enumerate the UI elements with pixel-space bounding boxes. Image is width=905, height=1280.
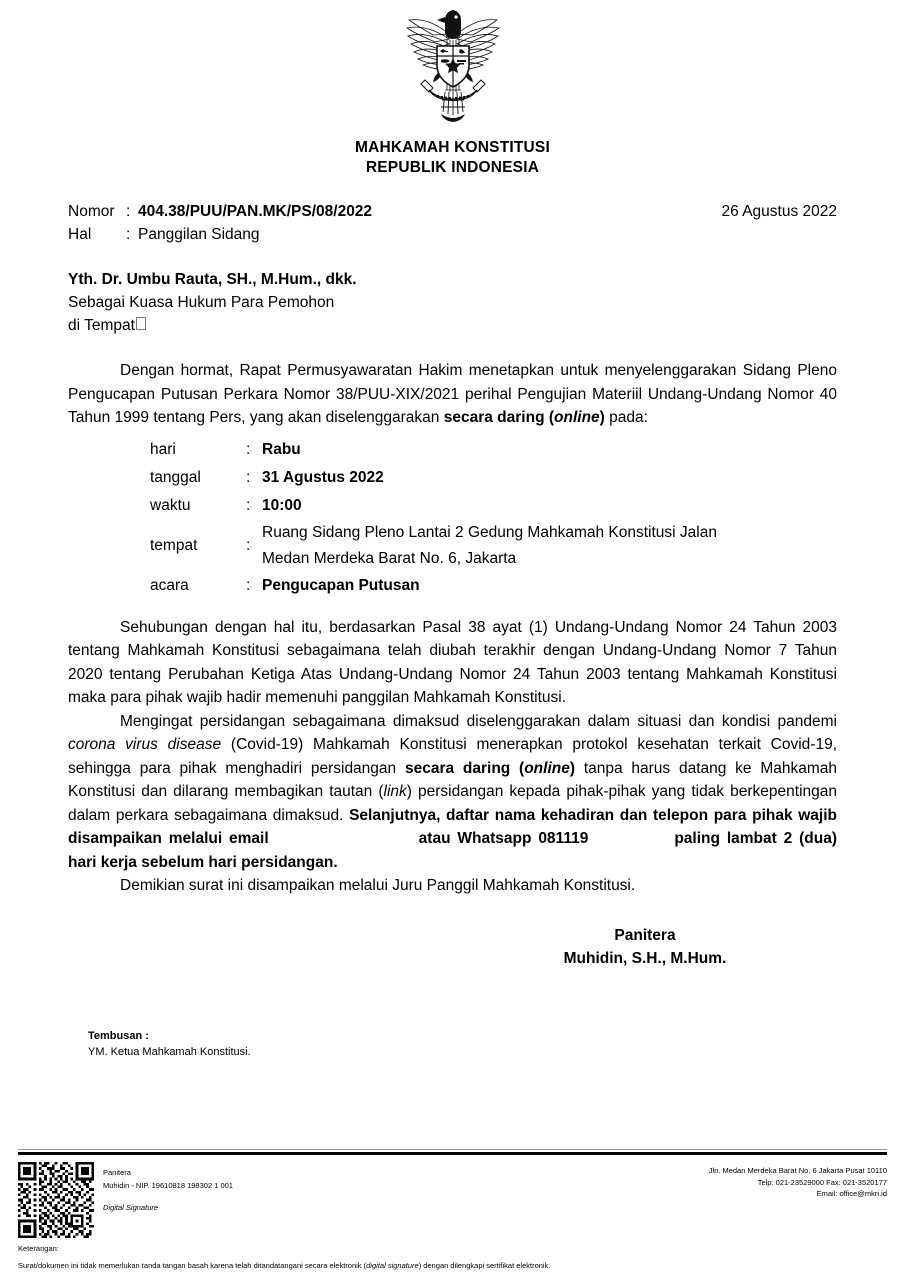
detail-colon-tanggal: : xyxy=(246,468,251,486)
addressee-block xyxy=(68,268,837,337)
tembusan-title: Tembusan : xyxy=(88,1029,149,1042)
detail-row-acara xyxy=(68,572,837,600)
paragraph-covid-protocol xyxy=(68,710,837,875)
para3-bolditalic-1: online xyxy=(524,759,570,777)
addressee-place xyxy=(68,314,837,337)
detail-key-tempat: tempat xyxy=(150,536,198,554)
letter-number-colon: : xyxy=(126,203,131,220)
addressee-role: Sebagai Kuasa Hukum Para Pemohon xyxy=(68,294,335,311)
para3-bold-2: ) xyxy=(569,759,576,777)
para3-text-1: Mengingat persidangan sebagaimana dimaksud diselenggarakan dalam situasi dan kondisi pandemi xyxy=(120,712,837,730)
keterangan-italic: digital signature xyxy=(366,1261,419,1270)
para1-text-1: Dengan hormat, Rapat Permusyawaratan Hakim menetapkan untuk menyelenggarakan Sidang Pleno Pengucapan Putusan Perkara Nomor 38/PUU-XIX/2021 perihal Pengujian Materiil Undang-Undang Nomor 40 Tahun 1999 tentang Pers, yang akan diselenggarakan xyxy=(68,362,837,426)
detail-row-tempat xyxy=(68,520,837,572)
document-footer xyxy=(18,1149,887,1272)
hearing-details-table xyxy=(68,436,837,600)
para3-bold-1: secara daring ( xyxy=(404,759,525,777)
para1-bold-1: secara daring ( xyxy=(443,409,555,426)
letter-number-label: Nomor xyxy=(68,203,115,220)
detail-key-hari: hari xyxy=(150,440,176,458)
qr-code[interactable] xyxy=(18,1162,94,1238)
footer-address-line-2: Telp: 021-23529000 Fax: 021-3520177 xyxy=(757,1177,887,1187)
redacted-phone-gap xyxy=(588,827,674,851)
para1-text-2: pada: xyxy=(604,409,648,426)
letter-body-continued xyxy=(68,616,837,898)
detail-key-tanggal: tanggal xyxy=(150,468,201,486)
redacted-email-gap xyxy=(269,827,419,851)
keterangan-text-part-1: Surat/dokumen ini tidak memerlukan tanda tangan basah karena telah ditandatangani secara elektronik ( xyxy=(18,1261,367,1270)
footer-keterangan xyxy=(18,1242,887,1272)
detail-colon-acara: : xyxy=(246,576,251,594)
detail-value-waktu: 10:00 xyxy=(262,496,302,514)
letter-subject-value: Panggilan Sidang xyxy=(138,226,260,243)
letter-number-value: 404.38/PUU/PAN.MK/PS/08/2022 xyxy=(138,203,373,220)
signature-name: Muhidin, S.H., M.Hum. xyxy=(563,949,727,967)
para3-bold-5: paling lambat 2 (dua) hari kerja sebelum hari persidangan. xyxy=(68,830,837,871)
footer-signer-title: Panitera xyxy=(103,1168,131,1177)
detail-colon-tempat: : xyxy=(246,536,251,554)
footer-address-line-3: Email: office@mkri.id xyxy=(816,1189,887,1198)
letter-body xyxy=(68,359,837,430)
footer-address-line-1: Jln. Medan Merdeka Barat No. 6 Jakarta Pusat 10110 xyxy=(708,1166,887,1175)
para3-italic-2: link xyxy=(383,783,407,800)
letter-meta xyxy=(68,200,837,246)
letter-subject-row xyxy=(68,223,837,246)
keterangan-text xyxy=(18,1259,887,1272)
para1-bold-2: ) xyxy=(599,409,605,426)
para1-bolditalic-1: online xyxy=(554,409,600,426)
paragraph-legal-basis: Sehubungan dengan hal itu, berdasarkan Pasal 38 ayat (1) Undang-Undang Nomor 24 Tahun 2003 tentang Mahkamah Konstitusi sebagaimana telah diubah terakhir dengan Undang-Undang Nomor 7 Tahun 2020 tentang Perubahan Ketiga Atas Undang-Undang Nomor 24 Tahun 2003 tentang Mahkamah Konstitusi maka para pihak wajib hadir memenuhi panggilan Mahkamah Konstitusi. xyxy=(68,618,837,706)
signature-title: Panitera xyxy=(614,926,676,944)
letter-date: 26 Agustus 2022 xyxy=(721,203,837,220)
footer-divider-thick xyxy=(18,1152,887,1155)
keterangan-text-part-2: ) dengan dilengkapi sertifikat elektronik. xyxy=(418,1261,551,1270)
detail-value-acara: Pengucapan Putusan xyxy=(262,576,420,594)
para3-bold-4: atau Whatsapp 081119 xyxy=(418,830,589,847)
detail-row-hari xyxy=(68,436,837,464)
para3-text-3: tanpa harus datang ke Mahkamah Konstitusi dan dilarang membagikan tautan ( xyxy=(68,759,838,800)
tembusan-block xyxy=(88,1028,905,1060)
signature-block xyxy=(385,924,905,970)
garuda-pancasila-emblem xyxy=(399,4,507,126)
tembusan-item: YM. Ketua Mahkamah Konstitusi. xyxy=(88,1045,251,1058)
detail-key-waktu: waktu xyxy=(150,496,191,514)
digital-signature-block xyxy=(18,1162,233,1238)
org-line-2: REPUBLIK INDONESIA xyxy=(365,159,540,176)
letter-subject-label: Hal xyxy=(68,226,92,243)
footer-signer-nip: Muhidin - NIP. 19610818 198302 1 001 xyxy=(103,1181,233,1190)
footer-digital-signature-label: Digital Signature xyxy=(103,1203,159,1212)
detail-key-acara: acara xyxy=(150,576,189,594)
missing-glyph-box-icon xyxy=(136,317,146,330)
para3-italic-1: corona virus disease xyxy=(68,736,222,753)
org-line-1: MAHKAMAH KONSTITUSI xyxy=(355,139,550,156)
letterhead xyxy=(0,0,905,178)
para3-text-2: (Covid-19) Mahkamah Konstitusi menerapkan protokol kesehatan terkait Covid-19, sehingga para pihak menghadiri persidangan xyxy=(68,736,837,777)
detail-value-tanggal: 31 Agustus 2022 xyxy=(262,468,384,486)
paragraph-closing: Demikian surat ini disampaikan melalui Juru Panggil Mahkamah Konstitusi. xyxy=(120,877,636,894)
footer-address-block xyxy=(709,1162,887,1200)
para3-bold-3: Selanjutnya, daftar nama kehadiran dan telepon para pihak wajib disampaikan melalui email xyxy=(68,806,837,847)
detail-row-tanggal xyxy=(68,464,837,492)
detail-value-hari: Rabu xyxy=(262,440,301,458)
detail-colon-hari: : xyxy=(246,440,251,458)
letter-subject-colon: : xyxy=(126,226,131,243)
detail-colon-waktu: : xyxy=(246,496,251,514)
organization-name xyxy=(0,138,905,178)
addressee-place-text: di Tempat xyxy=(68,317,135,334)
detail-value-tempat: Ruang Sidang Pleno Lantai 2 Gedung Mahkamah Konstitusi Jalan Medan Merdeka Barat No. 6, Jakarta xyxy=(262,523,717,567)
detail-row-waktu xyxy=(68,492,837,520)
para3-text-4: ) persidangan kepada pihak-pihak yang tidak berkepentingan dalam perkara sebagaimana dimaksud. xyxy=(68,783,837,824)
keterangan-title: Keterangan: xyxy=(18,1244,59,1253)
paragraph-opening xyxy=(68,359,837,430)
addressee-name: Yth. Dr. Umbu Rauta, SH., M.Hum., dkk. xyxy=(68,271,357,288)
